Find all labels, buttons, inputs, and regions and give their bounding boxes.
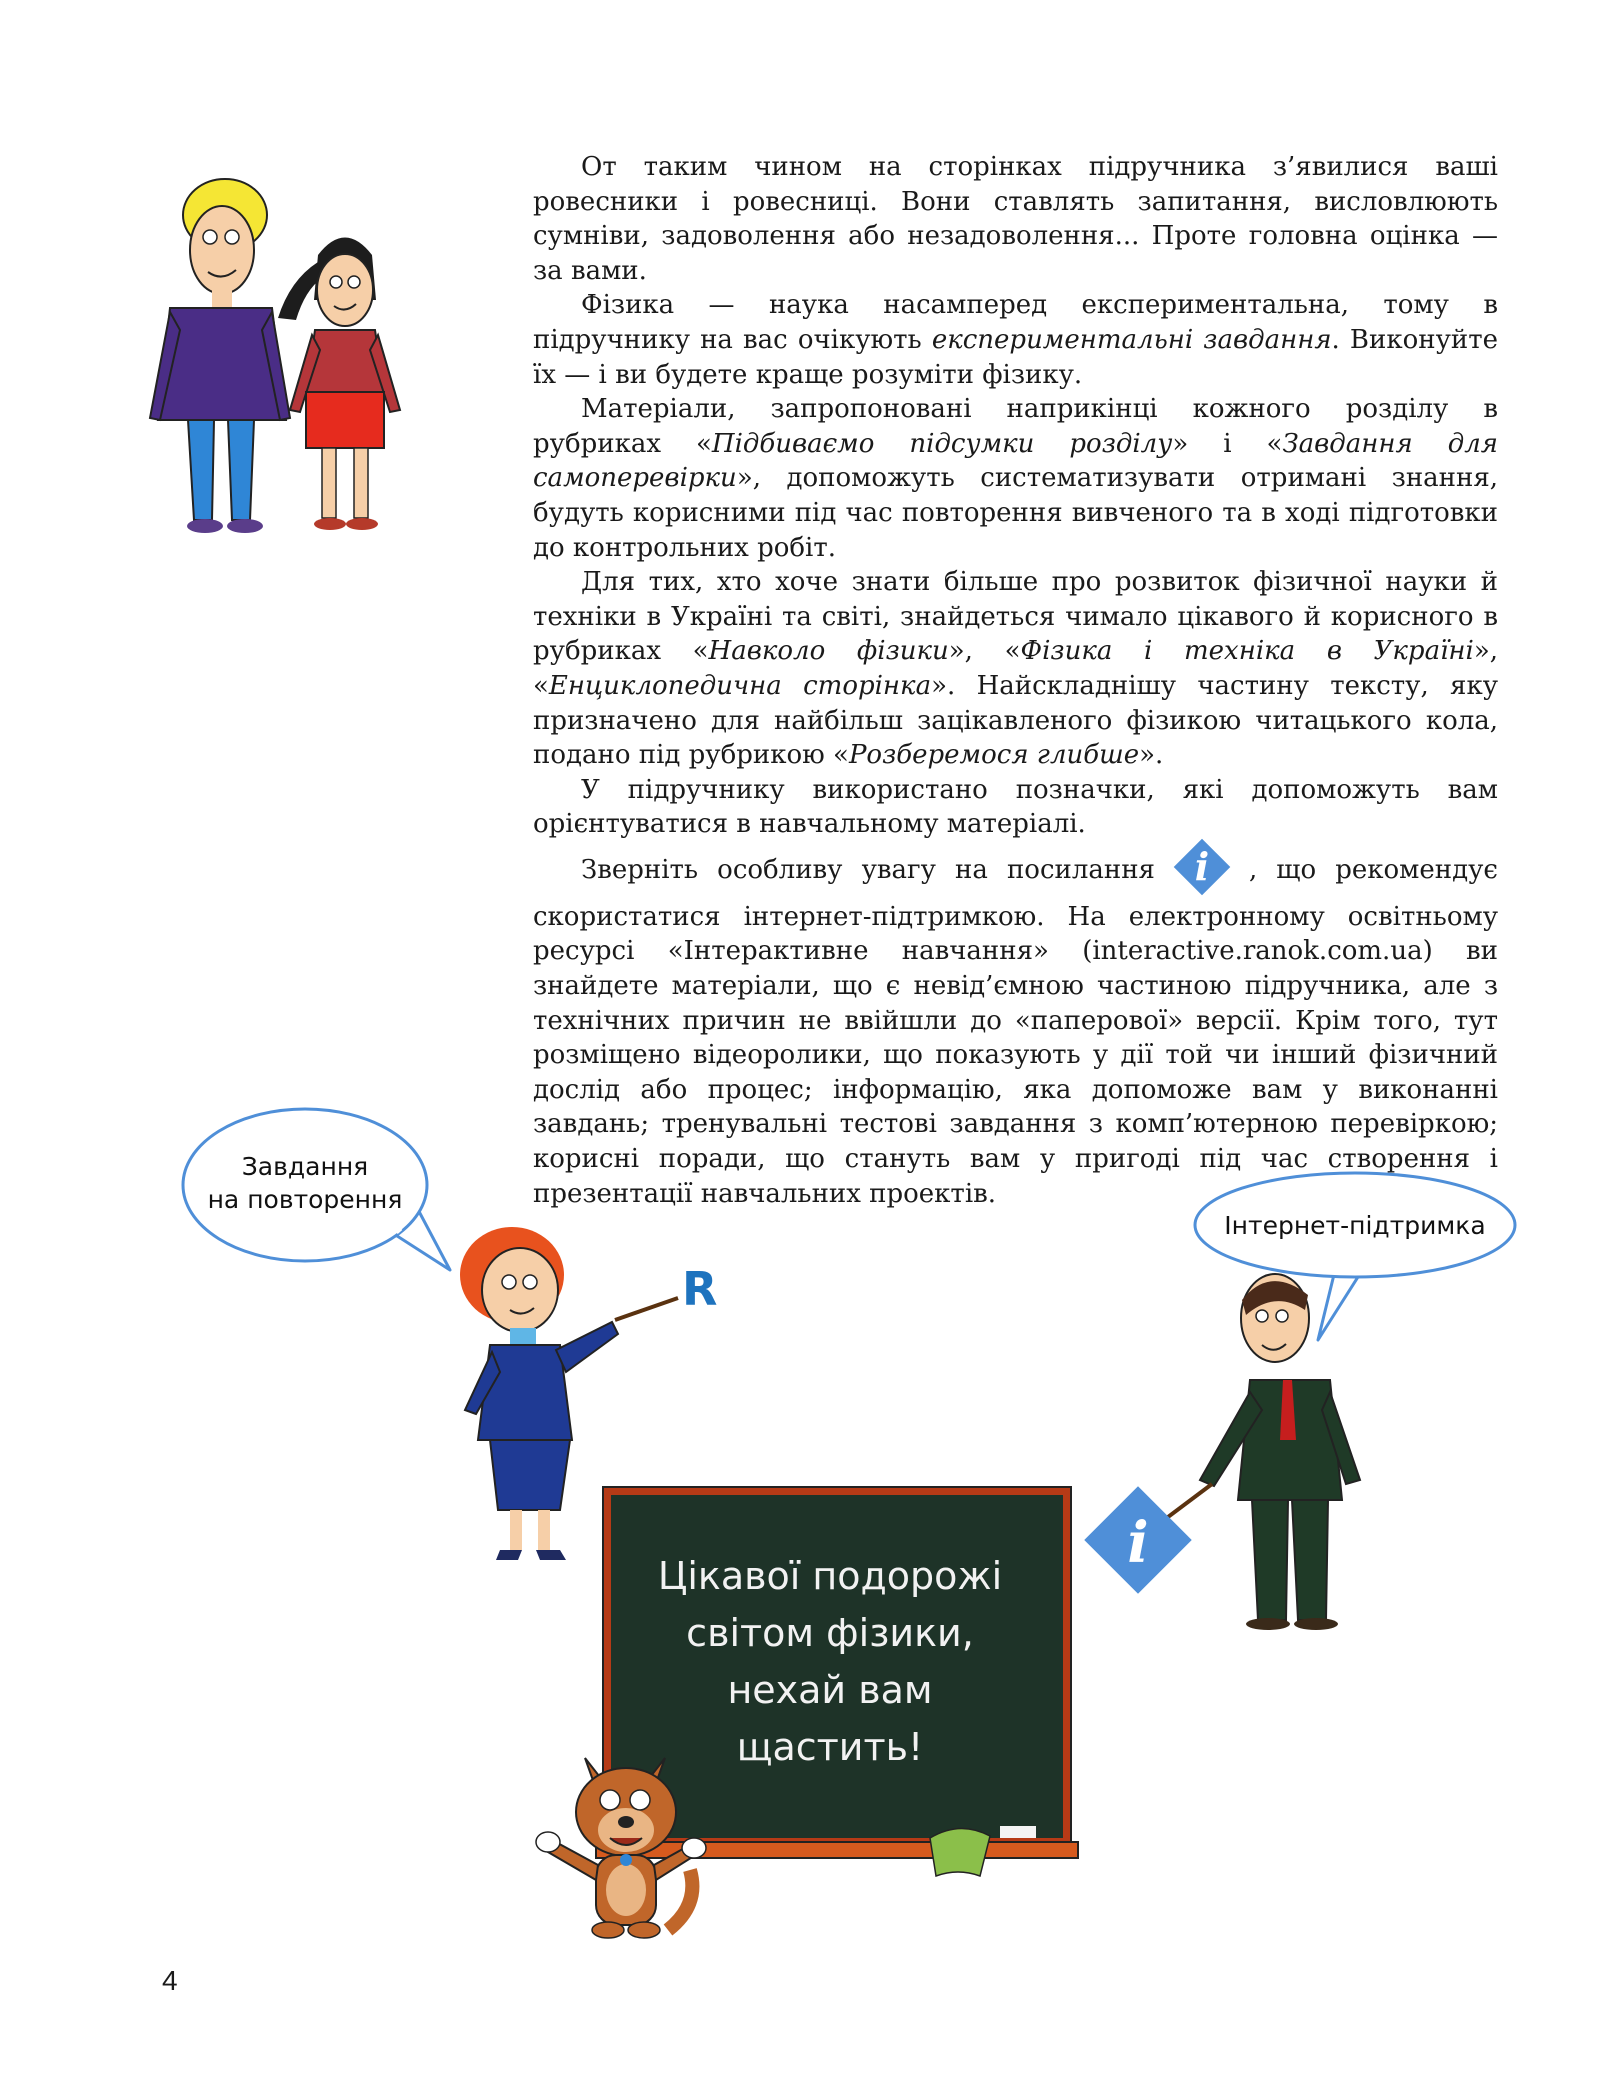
paragraph-6: Зверніть особливу увагу на посилання i , що рекомендує скористатися інтернет-підтримкою. На електронному освітньому ресурсі «Інтерактивне навчання» (interactive.ranok.com.ua) ви знайдете матеріали, що є невід’ємною частиною підручника, але з технічних причин не ввійшли до «паперової» версії. Крім того, тут розміщено відеоролики, що показують у дії той чи інший фізичний дослід або процес; інформацію, яка допоможе вам у виконанні завдань; тренувальні тестові завдання з комп’ютерною перевіркою; корисні поради, що стануть вам у пригоді під час створення і презентації навчальних проектів. <box>533 842 1498 1211</box>
board-line2: світом фізики, <box>686 1611 974 1655</box>
paragraph-4: Для тих, хто хоче знати більше про розвиток фізичної науки й техніки в Україні та світі, знайдеться чимало цікавого й корисного в рубриках «Навколо фізики», «Фізика і техніка в Україні», «Енциклопедична сторінка». Найскладнішу частину тексту, яку призначено для найбільш зацікавленого фізикою читацького кола, подано під рубрикою «Розберемося глибше». <box>533 567 1499 771</box>
left-bubble-text <box>190 1150 420 1216</box>
paragraph-5: У підручнику використано позначки, які допоможуть вам орієнтуватися в навчальному матеріалі. <box>533 774 1498 840</box>
girl-illustration <box>278 238 400 531</box>
left-bubble-line2: на повторення <box>207 1185 403 1214</box>
repeat-marker-letter: R <box>682 1262 718 1316</box>
page-number: 4 <box>162 1965 178 1996</box>
right-bubble-text: Інтернет-підтримка <box>1224 1211 1486 1240</box>
paragraph-1: От таким чином на сторінках підручника з’явилися ваші ровесники і ровесниці. Вони ставлять запитання, висловлюють сумніви, задоволення або незадоволення... Проте головна оцінка — за вами. <box>533 152 1498 286</box>
main-text <box>533 150 1498 1211</box>
board-line1: Цікавої подорожі <box>657 1554 1003 1598</box>
paragraph-3: Матеріали, запропоновані наприкінці кожного розділу в рубриках «Підбиваємо підсумки розділу» і «Завдання для самоперевірки», допоможуть систематизувати отримані знання, будуть корисними під час повторення вивченого та в ході підготовки до контрольних робіт. <box>533 394 1499 563</box>
info-letter: i <box>1127 1510 1149 1576</box>
left-bubble-line1: Завдання <box>241 1152 369 1181</box>
teacher-man-illustration <box>1148 1274 1360 1630</box>
boy-illustration <box>150 179 290 533</box>
board-message <box>630 1548 1030 1776</box>
info-inline-icon <box>1169 834 1235 900</box>
info-diamond-icon <box>1084 1486 1191 1593</box>
board-line3: нехай вам щастить! <box>727 1668 933 1769</box>
paragraph-2: Фізика — наука насамперед експериментальна, тому в підручнику на вас очікують експериментальні завдання. Виконуйте їх — і ви будете краще розуміти фізику. <box>533 290 1498 390</box>
svg-text:i: i <box>1194 843 1210 889</box>
